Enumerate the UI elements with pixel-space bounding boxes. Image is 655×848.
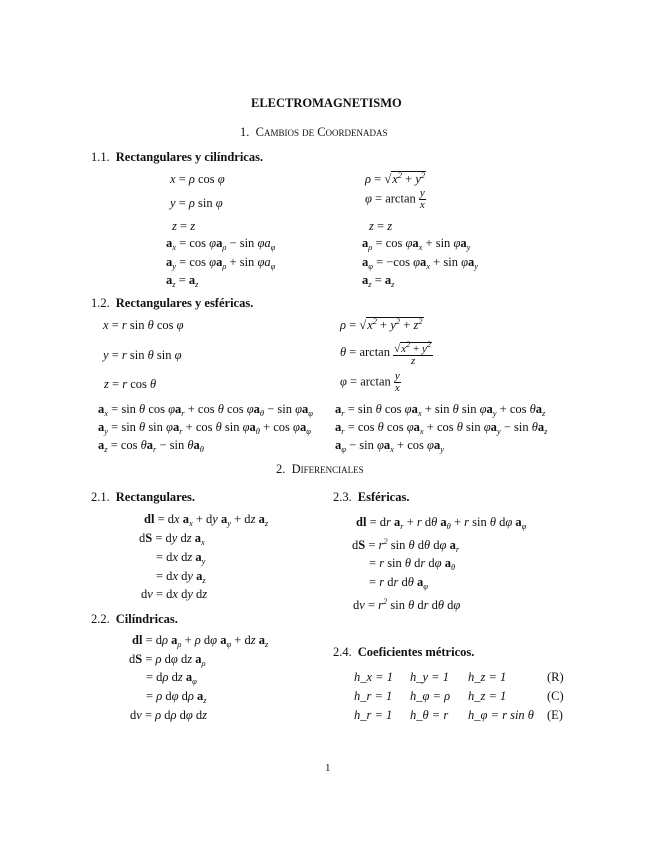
equation: = r dr dθ $a_\varphi$ (369, 575, 428, 591)
subsection-name: Rectangulares. (115, 490, 196, 504)
equation: = dx dz $a_y$ (156, 550, 206, 566)
metric-row-3-tag: (E) (547, 708, 563, 722)
subsection-2-3-heading (333, 490, 409, 505)
subsection-2-1-heading (91, 490, 195, 505)
equation: dl = dr $a_r + r$ dθ $a_\theta + r$ sin θ dφ $a_\varphi$ (356, 515, 527, 531)
equation: $a_z = \cos \theta a_r - \sin \theta a_\theta$ (98, 438, 204, 454)
equation: φ = arctan $\frac{y}{x}$ (365, 187, 425, 211)
equation: $a_y = \sin \theta$ $\sin \varphi a_r + \cos \theta$ $\sin \varphi a_\theta + \cos \varphi a_\varphi$ (98, 420, 311, 436)
subsection-2-4-heading (333, 645, 474, 660)
equation: = ρ dφ dρ $a_z$ (146, 689, 207, 705)
metric-row-2-col-3: h_z = 1 (468, 689, 507, 703)
section-1-number: 1. (240, 125, 250, 139)
metric-row-2-col-1: h_r = 1 (354, 689, 393, 703)
equation: x = r sin θ cos φ (103, 318, 184, 332)
subsection-name: Coeficientes métricos. (357, 645, 475, 659)
equation: $a_z = a_z$ (166, 273, 199, 289)
section-2-number: 2. (276, 462, 286, 476)
equation: $a_x = \sin \theta$ $\cos \varphi a_r + \cos \theta$ $\cos \varphi a_\theta - \sin \varphi a_\varphi$ (98, 402, 313, 418)
equation: z = z (369, 219, 393, 233)
equation: = dρ dz $a_\varphi$ (146, 670, 197, 686)
equation: dS = ρ dφ dz $a_\rho$ (129, 652, 206, 668)
equation: z = z (172, 219, 196, 233)
subsection-1-1-heading (91, 150, 263, 165)
subsection-number: 2.3. (333, 490, 352, 504)
metric-row-1-col-2: h_y = 1 (410, 670, 449, 684)
subsection-name: Rectangulares y cilíndricas. (115, 150, 264, 164)
equation: $a_y = \cos \varphi a_\rho + \sin \varphi a_\varphi$ (166, 255, 276, 271)
section-2-name: Diferenciales (291, 462, 364, 476)
equation: $a_r = \sin \theta$ $\cos \varphi a_x + \sin \theta$ $\sin \varphi a_y + \cos \theta a_z$ (335, 402, 546, 418)
subsection-number: 1.2. (91, 296, 110, 310)
equation: x = ρ cos φ (170, 172, 225, 186)
metric-row-1-col-1: h_x = 1 (354, 670, 393, 684)
equation: z = r cos θ (104, 377, 157, 391)
equation: $\rho = √x^2 + y^2$ (365, 170, 426, 186)
metric-row-2-col-2: h_φ = ρ (410, 689, 451, 703)
document-title: ELECTROMAGNETISMO (251, 96, 402, 110)
equation: dl = dx $a_x$ + dy $a_y$ + dz $a_z$ (144, 512, 269, 528)
metric-row-2-tag: (C) (547, 689, 564, 703)
equation: $a_\varphi = -\cos$ $\varphi a_x + \sin \varphi a_y$ (362, 255, 479, 271)
equation: = dx dy $a_z$ (156, 569, 206, 585)
metric-row-3-col-1: h_r = 1 (354, 708, 393, 722)
equation: dv = dx dy dz (141, 587, 208, 601)
equation: dv = ρ dρ dφ dz (130, 708, 208, 722)
equation: $a_r = \cos \theta$ $\cos \varphi a_x + \cos \theta$ $\sin \varphi a_y - \sin \theta a_z$ (335, 420, 548, 436)
equation: θ = arctan $\frac{√x^2 + y^2}{z}$ (340, 339, 432, 367)
page-number: 1 (325, 762, 331, 774)
section-1-name: Cambios de Coordenadas (255, 125, 388, 139)
equation: φ = arctan $\frac{y}{x}$ (340, 370, 400, 394)
equation: $a_\rho = \cos \varphi a_x + \sin \varphi a_y$ (362, 236, 471, 252)
subsection-number: 2.2. (91, 612, 110, 626)
equation: $a_z = a_z$ (362, 273, 395, 289)
subsection-name: Esféricas. (357, 490, 410, 504)
equation: dS = $r^2$ sin θ dθ dφ $a_r$ (352, 536, 460, 554)
subsection-2-2-heading (91, 612, 178, 627)
subsection-number: 2.4. (333, 645, 352, 659)
subsection-name: Rectangulares y esféricas. (115, 296, 254, 310)
subsection-name: Cilíndricas. (115, 612, 178, 626)
section-1-heading (240, 125, 388, 140)
metric-row-1-col-3: h_z = 1 (468, 670, 507, 684)
equation: $a_x = \cos \varphi a_\rho - \sin \varphi a_\varphi$ (166, 236, 276, 252)
equation: = r sin θ dr dφ $a_\theta$ (369, 556, 456, 572)
equation: $\rho = √x^2 + y^2 + z^2$ (340, 316, 423, 332)
metric-row-1-tag: (R) (547, 670, 564, 684)
metric-row-3-col-3: h_φ = r sin θ (468, 708, 534, 722)
metric-row-3-col-2: h_θ = r (410, 708, 449, 722)
equation: y = r sin θ sin φ (103, 348, 182, 362)
subsection-1-2-heading (91, 296, 253, 311)
equation: dS = dy dz $a_x$ (139, 531, 205, 547)
equation: dv = $r^2$ sin θ dr dθ dφ (353, 596, 461, 612)
equation: dl = dρ $a_\rho + \rho$ dφ $a_\varphi$ + dz $a_z$ (132, 633, 269, 649)
section-2-heading (276, 462, 364, 477)
subsection-number: 1.1. (91, 150, 110, 164)
subsection-number: 2.1. (91, 490, 110, 504)
equation: $a_\varphi - \sin \varphi a_x + \cos \varphi a_y$ (335, 438, 444, 454)
equation: y = ρ sin φ (170, 196, 223, 210)
